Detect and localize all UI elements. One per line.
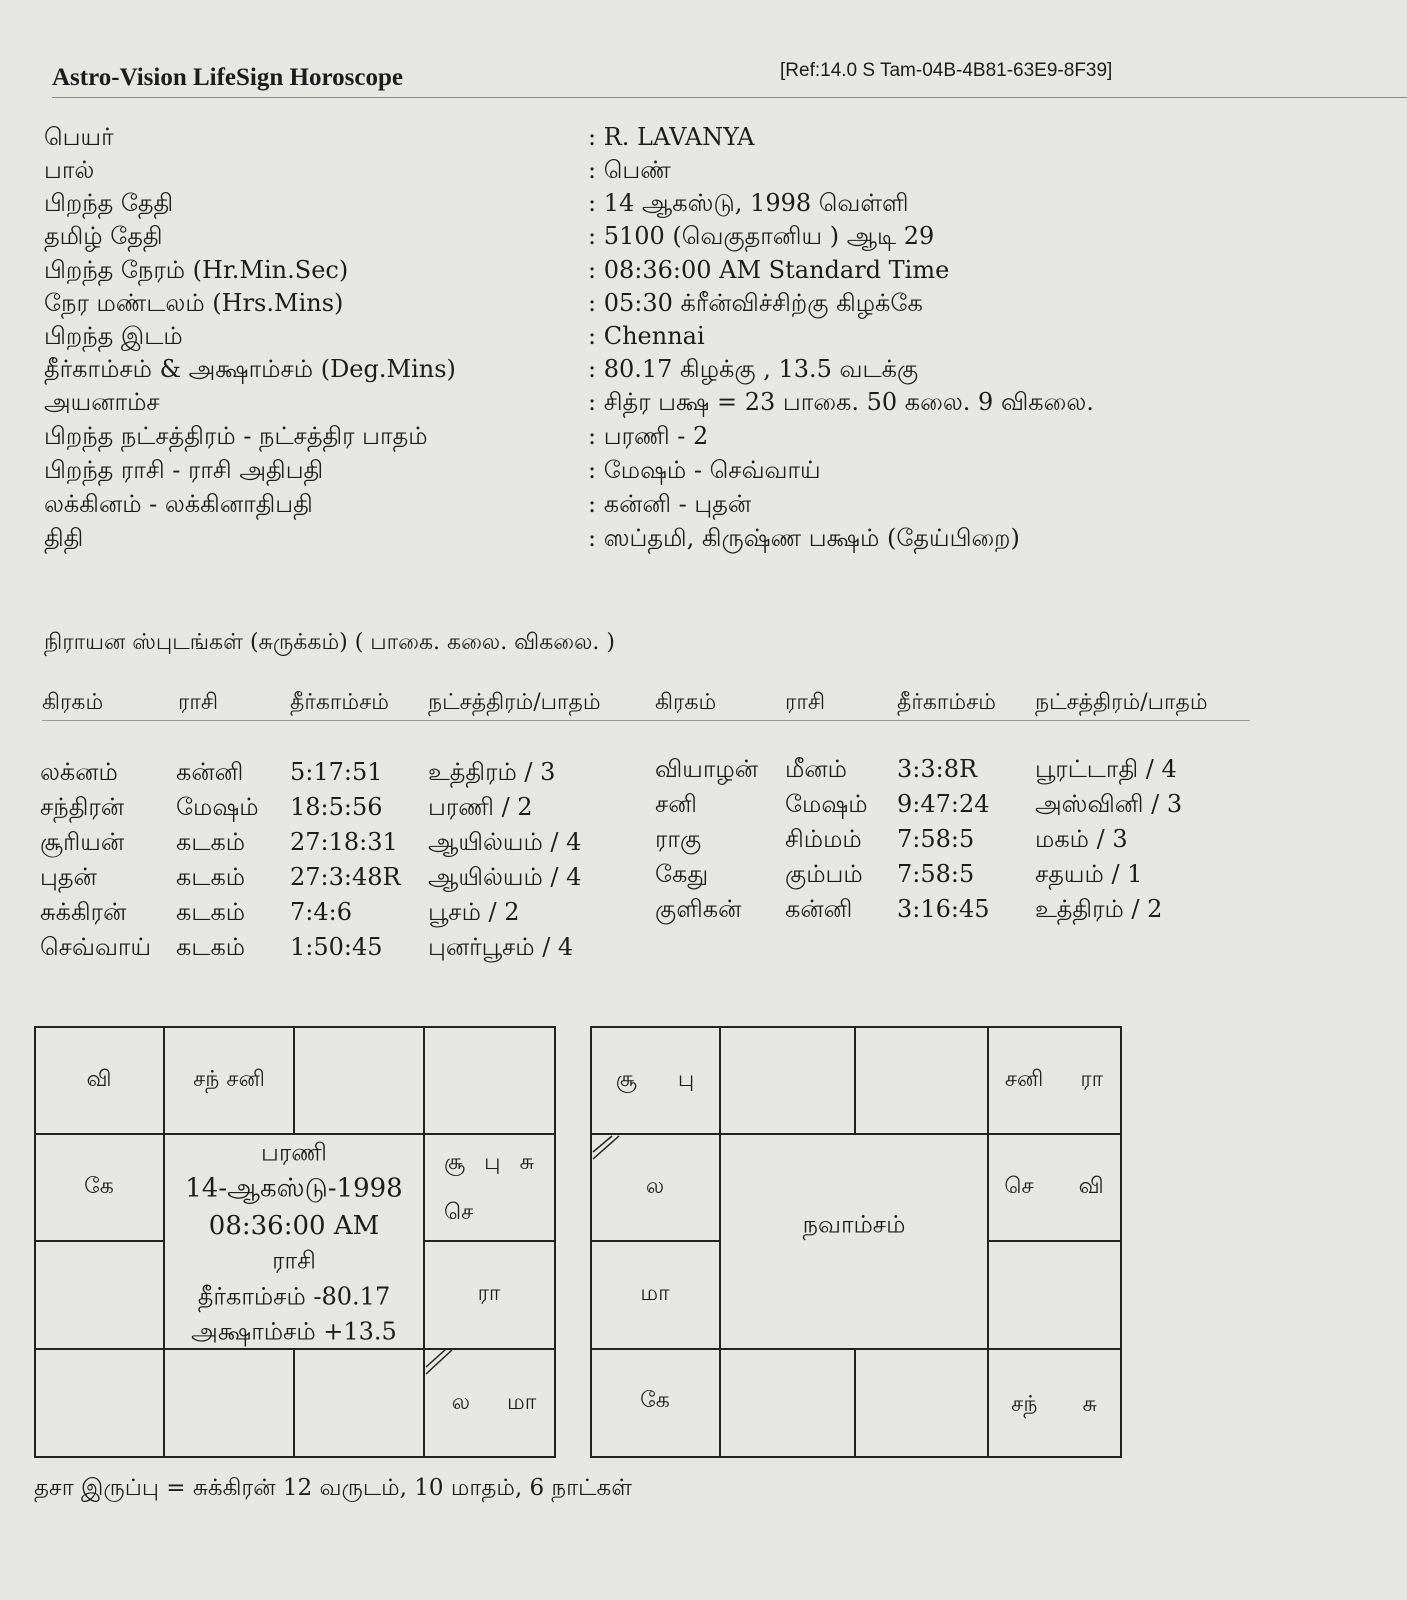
planet-name: ராகு: [655, 825, 702, 853]
planet-name: சூரியன்: [40, 828, 125, 856]
longitude-cell: 27:3:48R: [290, 863, 401, 891]
navamsa-chart: [590, 1026, 1124, 1460]
longitude-cell: 27:18:31: [290, 828, 398, 856]
detail-label: பிறந்த ராசி - ராசி அதிபதி: [44, 456, 324, 484]
planet-name: வியாழன்: [655, 755, 759, 783]
longitude-cell: 7:58:5: [897, 860, 975, 888]
detail-label: பிறந்த இடம்: [44, 322, 183, 350]
rasi-house: சூ பு சு செ: [444, 1150, 534, 1225]
rasi-chart: [34, 1026, 558, 1460]
column-header: ராசி: [785, 690, 826, 715]
star-pada-cell: ஆயில்யம் / 4: [428, 863, 582, 891]
rasi-house: கே: [84, 1174, 114, 1199]
column-header: ராசி: [178, 690, 219, 715]
detail-value: : 08:36:00 AM Standard Time: [588, 256, 950, 284]
rasi-cell: கடகம்: [176, 933, 246, 961]
rasi-cell: கும்பம்: [785, 860, 863, 888]
star-pada-cell: சதயம் / 1: [1035, 860, 1143, 888]
star-pada-cell: பூரட்டாதி / 4: [1035, 755, 1177, 783]
detail-value: : 14 ஆகஸ்டு, 1998 வெள்ளி: [588, 189, 909, 217]
navamsa-house: சூ பு: [615, 1067, 695, 1092]
star-pada-cell: பரணி / 2: [428, 793, 533, 821]
longitude-cell: 7:4:6: [290, 898, 352, 926]
detail-value: : R. LAVANYA: [588, 123, 755, 151]
planet-name: சுக்கிரன்: [40, 898, 127, 926]
detail-value: : பெண்: [588, 156, 671, 184]
detail-value: : கன்னி - புதன்: [588, 490, 752, 518]
column-header: தீர்காம்சம்: [897, 690, 996, 715]
navamsa-house: சனி ரா: [1004, 1067, 1104, 1092]
chart-center-label: ராசி: [272, 1246, 316, 1275]
detail-label: பிறந்த தேதி: [44, 189, 174, 217]
detail-label: அயனாம்ச: [44, 388, 160, 416]
rasi-cell: மேஷம்: [785, 790, 868, 818]
detail-label: பால்: [44, 156, 95, 184]
detail-value: : சித்ர பக்ஷ = 23 பாகை. 50 கலை. 9 விகலை.: [588, 388, 1094, 416]
navamsa-house: சந் சு: [1011, 1392, 1097, 1417]
detail-label: திதி: [44, 524, 84, 552]
chart-center-latitude: அக்ஷாம்சம் +13.5: [191, 1317, 397, 1346]
rasi-house: வி: [86, 1067, 112, 1092]
star-pada-cell: அஸ்வினி / 3: [1035, 790, 1183, 818]
planet-name: சனி: [655, 790, 697, 818]
longitude-cell: 18:5:56: [290, 793, 383, 821]
planet-name: செவ்வாய்: [40, 933, 152, 961]
navamsa-house: கே: [640, 1388, 670, 1413]
navamsa-house: செ வி: [1004, 1174, 1104, 1199]
detail-value: : மேஷம் - செவ்வாய்: [588, 456, 821, 484]
column-header: தீர்காம்சம்: [290, 690, 389, 715]
longitude-cell: 9:47:24: [897, 790, 990, 818]
star-pada-cell: உத்திரம் / 3: [428, 758, 556, 786]
star-pada-cell: மகம் / 3: [1035, 825, 1128, 853]
detail-value: : 80.17 கிழக்கு , 13.5 வடக்கு: [588, 355, 919, 383]
star-pada-cell: ஆயில்யம் / 4: [428, 828, 582, 856]
longitude-cell: 5:17:51: [290, 758, 383, 786]
header-divider: [52, 97, 1407, 98]
navamsa-house: ல: [645, 1174, 665, 1199]
detail-label: பெயர்: [44, 123, 114, 151]
rasi-cell: கன்னி: [785, 895, 853, 923]
detail-value: : பரணி - 2: [588, 422, 709, 450]
rasi-cell: கடகம்: [176, 828, 246, 856]
detail-value: : ஸப்தமி, கிருஷ்ண பக்ஷம் (தேய்பிறை): [588, 524, 1020, 552]
rasi-cell: சிம்மம்: [785, 825, 862, 853]
star-pada-cell: பூசம் / 2: [428, 898, 520, 926]
chart-center-date: 14-ஆகஸ்டு-1998: [185, 1173, 403, 1204]
longitude-cell: 3:3:8R: [897, 755, 978, 783]
sputa-section-title: நிராயன ஸ்புடங்கள் (சுருக்கம்) ( பாகை. கலை. விகலை. ): [44, 630, 615, 655]
column-header: கிரகம்: [655, 690, 717, 715]
table-divider: [42, 720, 1250, 721]
detail-label: பிறந்த நேரம் (Hr.Min.Sec): [44, 256, 349, 284]
planet-name: சந்திரன்: [40, 793, 125, 821]
rasi-cell: மீனம்: [785, 755, 847, 783]
detail-value: : 05:30 க்ரீன்விச்சிற்கு கிழக்கே: [588, 289, 923, 317]
detail-label: நேர மண்டலம் (Hrs.Mins): [44, 289, 344, 317]
longitude-cell: 3:16:45: [897, 895, 990, 923]
planet-name: கேது: [655, 860, 709, 888]
reference-code: [Ref:14.0 S Tam-04B-4B81-63E9-8F39]: [780, 60, 1113, 81]
rasi-cell: மேஷம்: [176, 793, 259, 821]
detail-label: லக்கினம் - லக்கினாதிபதி: [44, 490, 313, 518]
column-header: கிரகம்: [42, 690, 104, 715]
navamsa-house: மா: [640, 1281, 670, 1306]
chart-center-longitude: தீர்காம்சம் -80.17: [197, 1282, 391, 1311]
column-header: நட்சத்திரம்/பாதம்: [1035, 690, 1208, 715]
rasi-cell: கன்னி: [176, 758, 244, 786]
report-title: Astro-Vision LifeSign Horoscope: [52, 64, 403, 91]
detail-value: : Chennai: [588, 322, 705, 350]
detail-label: தமிழ் தேதி: [44, 222, 163, 250]
planet-name: லக்னம்: [40, 758, 118, 786]
detail-value: : 5100 (வெகுதானிய ) ஆடி 29: [588, 222, 935, 250]
column-header: நட்சத்திரம்/பாதம்: [428, 690, 601, 715]
star-pada-cell: உத்திரம் / 2: [1035, 895, 1163, 923]
star-pada-cell: புனர்பூசம் / 4: [428, 933, 574, 961]
rasi-house: சந் சனி: [193, 1067, 265, 1092]
rasi-cell: கடகம்: [176, 863, 246, 891]
rasi-cell: கடகம்: [176, 898, 246, 926]
planet-name: புதன்: [40, 863, 97, 891]
rasi-house: ல மா: [451, 1390, 537, 1415]
chart-center-star: பரணி: [261, 1138, 327, 1167]
detail-label: தீர்காம்சம் & அக்ஷாம்சம் (Deg.Mins): [44, 355, 456, 383]
chart-center-time: 08:36:00 AM: [208, 1211, 380, 1241]
rasi-house: ரா: [477, 1281, 501, 1306]
longitude-cell: 7:58:5: [897, 825, 975, 853]
longitude-cell: 1:50:45: [290, 933, 383, 961]
planet-name: குளிகன்: [655, 895, 742, 923]
dasa-balance: தசா இருப்பு = சுக்கிரன் 12 வருடம், 10 மாதம், 6 நாட்கள்: [34, 1475, 632, 1501]
navamsa-center-label: நவாம்சம்: [802, 1210, 906, 1239]
detail-label: பிறந்த நட்சத்திரம் - நட்சத்திர பாதம்: [44, 422, 428, 450]
